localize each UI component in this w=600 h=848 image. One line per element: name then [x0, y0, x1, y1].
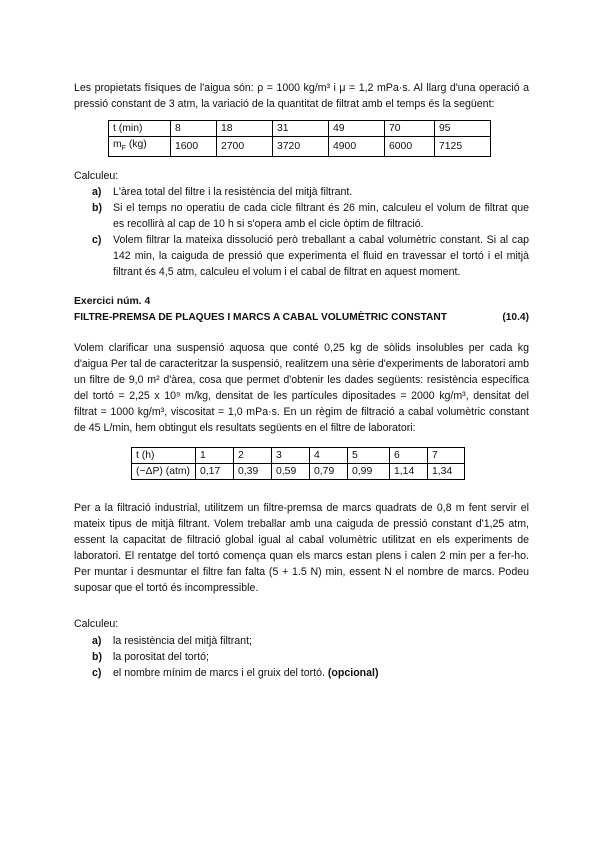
list-item	[92, 232, 529, 280]
table-cell: 8	[171, 121, 217, 137]
table-header-cell: (−ΔP) (atm)	[132, 464, 196, 480]
question-letter: c)	[92, 667, 102, 679]
question-letter: b)	[92, 651, 102, 663]
table-cell: 4900	[329, 137, 385, 157]
list-item	[92, 633, 529, 649]
question-text: la resistència del mitjà filtrant;	[113, 635, 252, 647]
table-cell: 6000	[385, 137, 435, 157]
table-cell: 3720	[273, 137, 329, 157]
calc-label: Calculeu:	[74, 618, 119, 630]
lab-results-table	[131, 447, 465, 480]
list-item	[92, 184, 529, 200]
exercise-title-text: FILTRE-PREMSA DE PLAQUES I MARCS A CABAL VOLUMÈTRIC CONSTANT	[74, 312, 447, 323]
question-text: Si el temps no operatiu de cada cicle filtrant és 26 min, calculeu el volum de filtrat que es recollirà al cap de 10 h si s'opera amb el cicle òptim de filtració.	[113, 202, 529, 230]
table-header-cell: t (h)	[132, 448, 196, 464]
intro-paragraph	[74, 80, 529, 112]
table-cell: 1600	[171, 137, 217, 157]
table-cell: 6	[390, 448, 428, 464]
table-cell: 2700	[217, 137, 273, 157]
exercise-title	[74, 310, 529, 326]
exercise-code: (10.4)	[502, 312, 529, 323]
table-cell: 3	[272, 448, 310, 464]
table-cell: 2	[234, 448, 272, 464]
industrial-paragraph	[74, 500, 529, 596]
table-cell: 7	[428, 448, 465, 464]
suspension-text: Volem clarificar una suspensió aquosa que conté 0,25 kg de sòlids insolubles per cada kg d'aigua Per tal de caracteritzar la suspensió, realitzem una sèrie d'experiments de laboratori amb un filtre de 9,0 m² d'àrea, cosa que permet d'obtenir les dades següents: resistència específica del tortó = 2,25 x 10⁹ m/kg, densitat de les partícules dipositades = 2000 kg/m³, densitat del filtrat = 1000 kg/m³, viscositat = 1,0 mPa·s. En un règim de filtració a cabal volumètric constant de 45 L/min, hem obtingut els resultats següents en el filtre de laboratori:	[74, 342, 529, 434]
question-text: el nombre mínim de marcs i el gruix del tortó.	[113, 667, 325, 679]
table-cell: 4	[310, 448, 348, 464]
table-cell: 49	[329, 121, 385, 137]
question-text: L'àrea total del filtre i la resistència del mitjà filtrant.	[113, 186, 353, 198]
filtration-data-table	[108, 120, 491, 157]
list-item	[92, 200, 529, 232]
table-row	[132, 464, 465, 480]
question-letter: c)	[92, 234, 102, 246]
optional-tag: (opcional)	[327, 667, 379, 679]
table-cell: 0,79	[310, 464, 348, 480]
table-cell: 31	[273, 121, 329, 137]
table-cell: 95	[435, 121, 491, 137]
table-header-cell: $m_F$ (kg)	[109, 137, 171, 157]
table-cell: 7125	[435, 137, 491, 157]
question-list	[92, 184, 529, 280]
question-letter: a)	[92, 635, 102, 647]
intro-text: Les propietats físiques de l'aigua són: ρ = 1000 kg/m³ i μ = 1,2 mPa·s. Al llarg d'una operació a pressió constant de 3 atm, la variació de la quantitat de filtrat amb el temps és la següent:	[74, 82, 529, 110]
table-cell: 70	[385, 121, 435, 137]
table-header-cell: t (min)	[109, 121, 171, 137]
table-row	[109, 137, 491, 157]
list-item	[92, 649, 529, 665]
table-cell: 5	[348, 448, 390, 464]
exercise-heading: Exercici núm. 4	[74, 296, 151, 307]
question-text: Volem filtrar la mateixa dissolució però treballant a cabal volumètric constant. Si al cap 142 min, la caiguda de pressió que experimenta el fluid en travessar el tortó i el mitjà filtrant és 4,5 atm, calculeu el volum i el cabal de filtrat en aquest moment.	[113, 234, 529, 278]
table-row	[132, 448, 465, 464]
question-text: la porositat del tortó;	[113, 651, 209, 663]
table-cell: 1,14	[390, 464, 428, 480]
table-cell: 0,99	[348, 464, 390, 480]
table-cell: 0,39	[234, 464, 272, 480]
table-cell: 0,17	[196, 464, 234, 480]
table-cell: 0,59	[272, 464, 310, 480]
table-row	[109, 121, 491, 137]
table-cell: 1	[196, 448, 234, 464]
industrial-text: Per a la filtració industrial, utilitzem un filtre-premsa de marcs quadrats de 0,8 m fent servir el mateix tipus de mitjà filtrant. Volem treballar amb una caiguda de pressió constant d'1,25 atm, essent la capacitat de filtració global igual al cabal volumètric utilitzat en els experiments de laboratori. El rentatge del tortó comença quan els marcs estan plens i calen 2 min per a fer-ho. Per muntar i desmuntar el filtre fan falta (5 + 1.5 N) min, essent N el nombre de marcs. Podeu suposar que el tortó és incompressible.	[74, 502, 529, 594]
list-item	[92, 665, 529, 681]
table-cell: 1,34	[428, 464, 465, 480]
suspension-paragraph	[74, 340, 529, 436]
question-list	[92, 633, 529, 681]
calc-label: Calculeu:	[74, 170, 119, 182]
question-letter: b)	[92, 202, 102, 214]
question-letter: a)	[92, 186, 102, 198]
table-cell: 18	[217, 121, 273, 137]
